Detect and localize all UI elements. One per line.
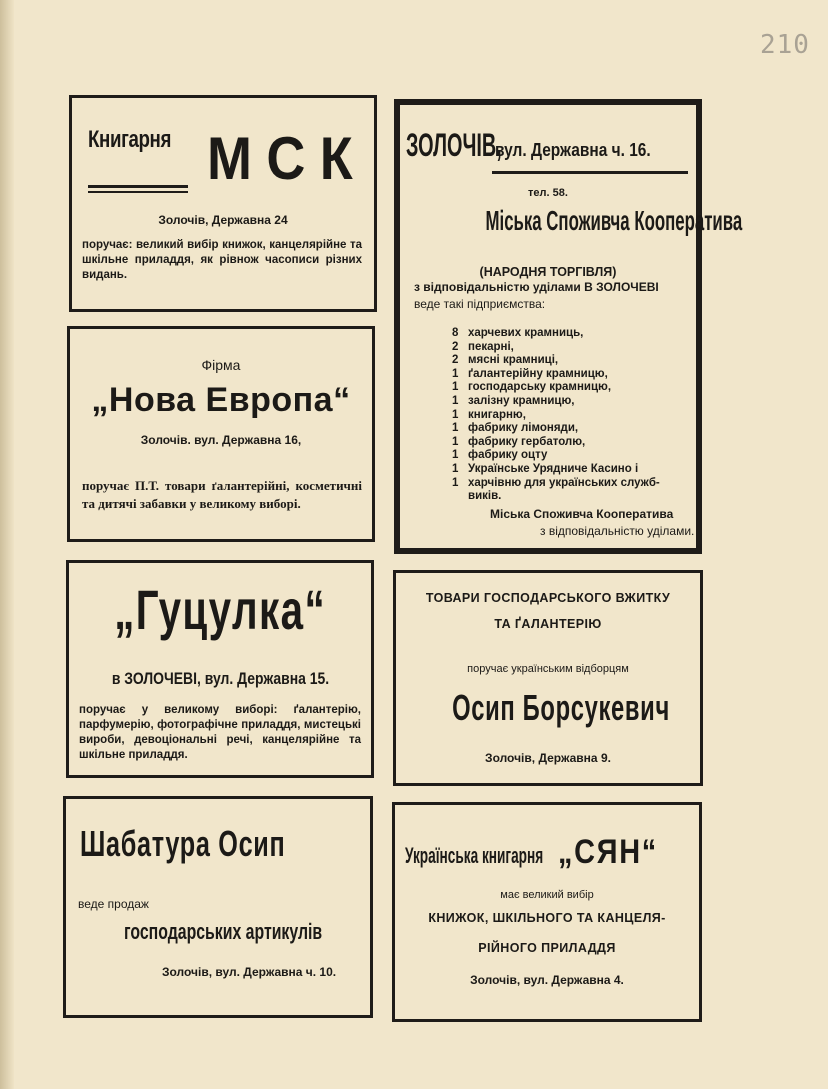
hutsulka-address: в ЗОЛОЧЕВІ, вул. Державна 15. — [111, 669, 329, 688]
ad-coop — [394, 99, 743, 554]
ad-syan — [392, 802, 702, 1022]
tovary-name: Осип Борсукевич — [452, 687, 670, 728]
syan-offer: має великий вибір — [500, 889, 594, 901]
nova-name: „Нова Европа“ — [91, 381, 351, 419]
coop-name-wrap — [400, 205, 743, 237]
syan-line1: КНИЖОК, ШКІЛЬНОГО ТА КАНЦЕЛЯ- — [428, 911, 666, 925]
syan-title-big: „СЯН“ — [558, 833, 659, 871]
msk-title — [88, 126, 194, 154]
hutsulka-name-wrap — [69, 577, 371, 642]
tovary-address: Золочів, Державна 9. — [485, 751, 611, 765]
shabatura-name-wrap — [80, 823, 373, 865]
coop-item: 2 пекарні, — [452, 340, 514, 353]
coop-liability: з відповідальністю уділами В ЗОЛОЧЕВІ — [414, 280, 659, 294]
ad-msk — [69, 95, 377, 312]
ad-nova-evropa — [67, 326, 375, 542]
nova-firm: Фірма — [201, 357, 241, 373]
msk-title-big: МСК — [207, 125, 368, 192]
coop-sign-liability: з відповідальністю уділами. — [540, 524, 695, 538]
coop-item: 1 харчівню для українських служб- — [452, 476, 660, 489]
syan-title-word: Українська книгарня — [405, 843, 544, 868]
shabatura-goods-wrap — [124, 919, 399, 945]
tovary-recommend: поручає українським відборцям — [467, 663, 629, 675]
hutsulka-text: поручає у великому виборі: ґалантерію, парфумерію, фотографічне приладдя, мистецькі вироби, девоціональні речі, канцелярійне та шкільне приладдя. — [79, 704, 361, 761]
coop-item: 1 фабрику оцту — [452, 449, 548, 462]
coop-item: 1 господарську крамницю, — [452, 381, 612, 394]
coop-item: 1 Українське Урядниче Касино і — [452, 462, 639, 475]
page-number: 210 — [760, 30, 810, 60]
ad-shabatura — [63, 796, 373, 1018]
coop-item: 1 фабрику лімоняди, — [452, 422, 579, 435]
coop-item: виків. — [468, 490, 502, 503]
msk-text: поручає: великий вибір книжок, канцелярійне та шкільне приладдя, як рівнож часописи різних видань. — [82, 239, 362, 281]
coop-phone: тел. 58. — [528, 187, 568, 199]
syan-title — [405, 833, 676, 872]
shabatura-name: Шабатура Осип — [80, 823, 286, 864]
coop-lead: веде такі підприємства: — [414, 297, 546, 311]
ad-borsukevych — [393, 570, 703, 786]
ad-hutsulka — [66, 560, 374, 778]
coop-items — [452, 327, 660, 504]
hutsulka-address-wrap — [69, 669, 371, 689]
tovary-line1: ТОВАРИ ГОСПОДАРСЬКОГО ВЖИТКУ — [425, 591, 671, 605]
nova-address: Золочів. вул. Державна 16, — [140, 433, 302, 447]
coop-item: 1 фабрику гербатолю, — [452, 435, 586, 448]
coop-town: ЗОЛОЧІВ, — [406, 127, 502, 163]
page-edge — [0, 0, 14, 1089]
shabatura-address: Золочів, вул. Державна ч. 10. — [162, 965, 337, 979]
msk-address: Золочів, Державна 24 — [158, 213, 288, 227]
coop-item: 1 книгарню, — [452, 408, 526, 421]
tovary-name-wrap — [396, 687, 700, 729]
shabatura-lead: веде продаж — [78, 897, 149, 911]
nova-text: поручає П.Т. товари ґалантерійні, косметичні та дитячі забавки у великому виборі. — [82, 478, 362, 511]
coop-item: 1 залізну крамницю, — [452, 394, 575, 407]
coop-sign-name: Міська Споживча Кооператива — [490, 507, 674, 521]
coop-subtitle: (НАРОДНЯ ТОРГІВЛЯ) — [479, 265, 617, 279]
msk-title-word: Книгарня — [88, 126, 171, 153]
coop-header — [406, 127, 676, 164]
msk-title-rule-2 — [88, 191, 188, 193]
coop-item: 1 ґалантерійну крамницю, — [452, 367, 608, 380]
coop-street: вул. Державна ч. 16. — [495, 140, 651, 160]
shabatura-goods: господарських артикулів — [124, 919, 323, 944]
coop-item: 8 харчевих крамниць, — [452, 327, 584, 339]
tovary-line2: ТА ҐАЛАНТЕРІЮ — [494, 617, 602, 631]
coop-item: 2 мясні крамниці, — [452, 354, 559, 367]
hutsulka-name: „Гуцулка“ — [114, 578, 326, 641]
coop-name: Міська Споживча Кооператива — [485, 205, 743, 236]
syan-address: Золочів, вул. Державна 4. — [470, 973, 624, 987]
msk-title-rule — [88, 185, 188, 188]
syan-line2: РІЙНОГО ПРИЛАДДЯ — [478, 941, 616, 955]
coop-header-rule — [492, 171, 688, 174]
